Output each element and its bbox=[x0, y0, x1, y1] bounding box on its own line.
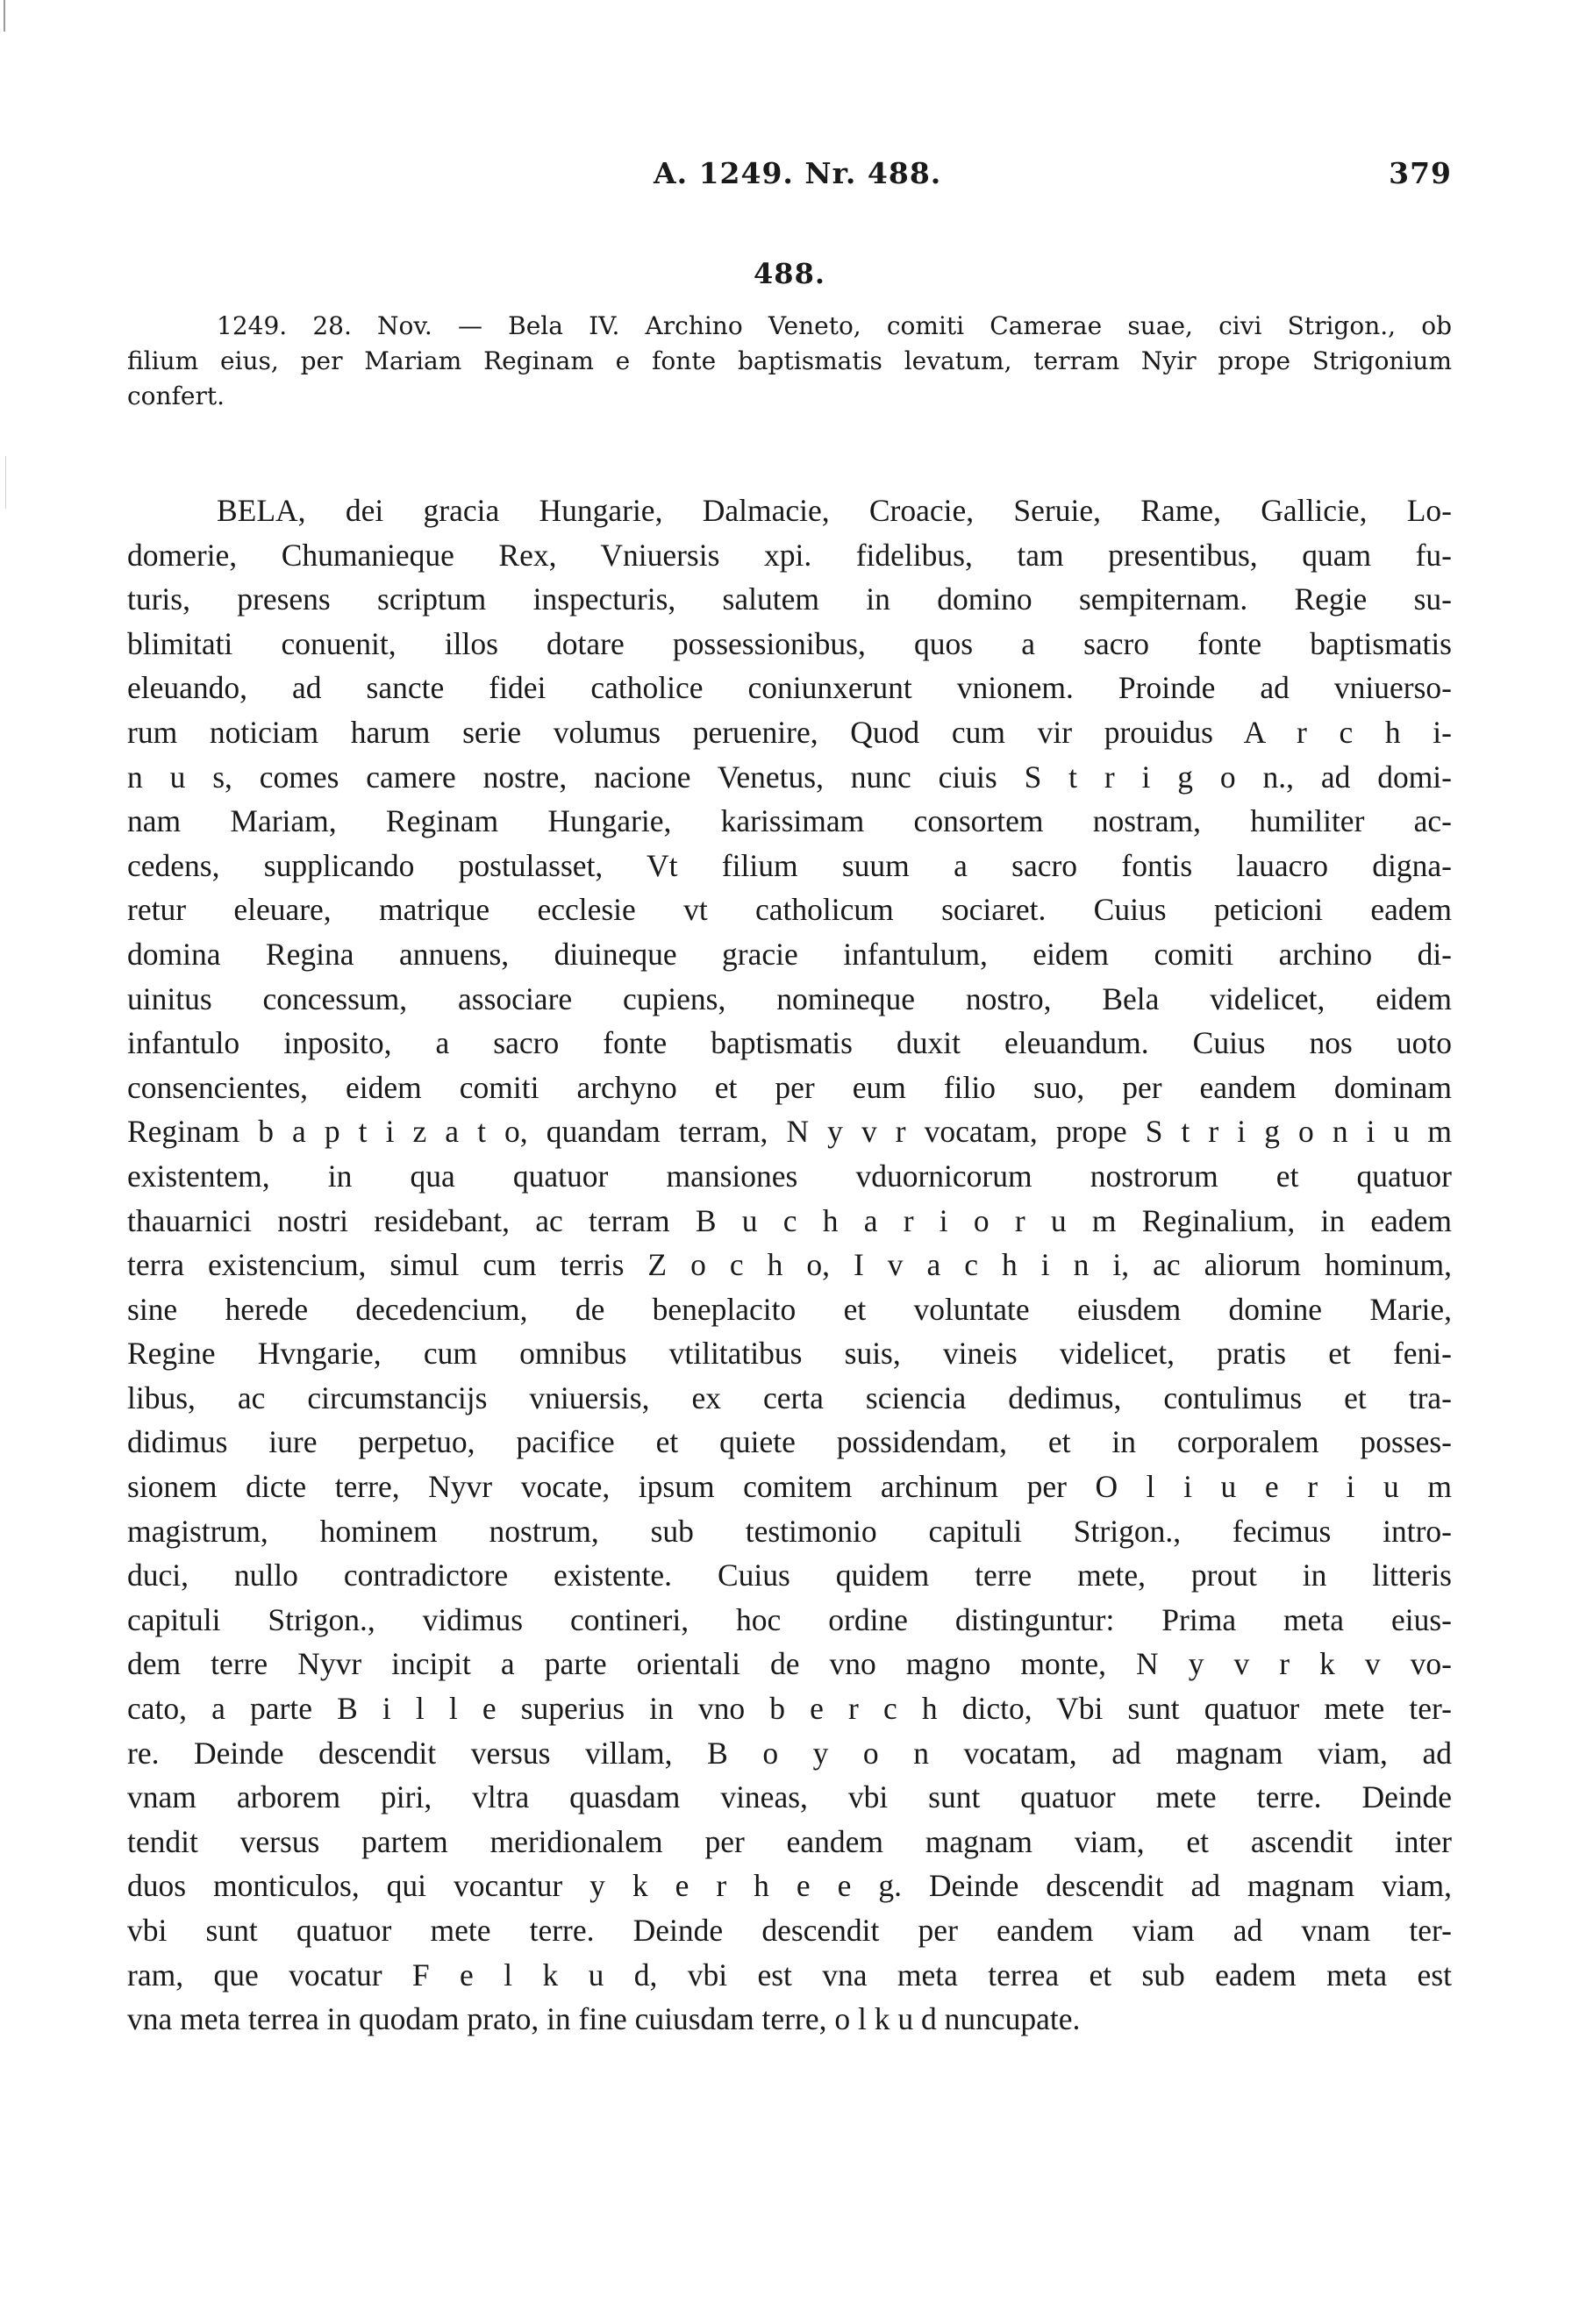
text-line: vbi sunt quatuor mete terre. Deinde descendit per eandem viam ad vnam ter- bbox=[127, 1913, 1452, 1948]
text-line: retur eleuare, matrique ecclesie vt catholicum sociaret. Cuius peticioni eadem bbox=[127, 892, 1452, 928]
text-line: vnam arborem piri, vltra quasdam vineas, vbi sunt quatuor mete terre. Deinde bbox=[127, 1779, 1452, 1815]
text-line: blimitati conuenit, illos dotare possessionibus, quos a sacro fonte baptismatis bbox=[127, 625, 1452, 661]
text-line: infantulo inposito, a sacro fonte baptismatis duxit eleuandum. Cuius nos uoto bbox=[127, 1025, 1452, 1061]
text-line: n u s, comes camere nostre, nacione Venetus, nunc ciuis S t r i g o n., ad domi- bbox=[127, 759, 1452, 795]
text-line: ram, que vocatur F e l k u d, vbi est vna meta terrea et sub eadem meta est bbox=[127, 1957, 1452, 1993]
text-line: domina Regina annuens, diuineque gracie infantulum, eidem comiti archino di- bbox=[127, 936, 1452, 972]
text-line: Regine Hvngarie, cum omnibus vtilitatibus suis, vineis videlicet, pratis et feni- bbox=[127, 1336, 1452, 1372]
scan-margin-mark bbox=[4, 0, 5, 32]
scan-margin-mark bbox=[5, 456, 6, 509]
text-line: Reginam b a p t i z a t o, quandam terram, N y v r vocatam, prope S t r i g o n i u m bbox=[127, 1114, 1452, 1150]
text-line: libus, ac circumstancijs vniuersis, ex certa sciencia dedimus, contulimus et tra- bbox=[127, 1379, 1452, 1415]
text-line: sionem dicte terre, Nyvr vocate, ipsum comitem archinum per O l i u e r i u m bbox=[127, 1469, 1452, 1505]
running-head-title: A. 1249. Nr. 488. bbox=[654, 156, 942, 190]
text-line: re. Deinde descendit versus villam, B o y o n vocatam, ad magnam viam, ad bbox=[127, 1735, 1452, 1771]
text-line: cedens, supplicando postulasset, Vt filium suum a sacro fontis lauacro digna- bbox=[127, 847, 1452, 883]
text-line: thauarnici nostri residebant, ac terram B u c h a r i o r u m Reginalium, in eadem bbox=[127, 1202, 1452, 1238]
text-line: magistrum, hominem nostrum, sub testimonio capituli Strigon., fecimus intro- bbox=[127, 1513, 1452, 1549]
regest-line: confert. bbox=[127, 381, 225, 410]
text-line: vna meta terrea in quodam prato, in fine cuiusdam terre, o l k u d nuncupate. bbox=[127, 2001, 1081, 2037]
text-line: turis, presens scriptum inspecturis, salutem in domino sempiternam. Regie su- bbox=[127, 581, 1452, 617]
text-line: didimus iure perpetuo, pacifice et quiete possidendam, et in corporalem posses- bbox=[127, 1424, 1452, 1460]
text-line: BELA, dei gracia Hungarie, Dalmacie, Croacie, Seruie, Rame, Gallicie, Lo- bbox=[217, 493, 1452, 528]
document-regest bbox=[127, 309, 1452, 414]
text-line: domerie, Chumanieque Rex, Vniuersis xpi. fidelibus, tam presentibus, quam fu- bbox=[127, 537, 1452, 573]
text-line: terra existencium, simul cum terris Z o c h o, I v a c h i n i, ac aliorum hominum, bbox=[127, 1247, 1452, 1283]
text-line: uinitus concessum, associare cupiens, nomineque nostro, Bela videlicet, eidem bbox=[127, 980, 1452, 1016]
text-line: eleuando, ad sancte fidei catholice coniunxerunt vnionem. Proinde ad vniuerso- bbox=[127, 670, 1452, 706]
text-line: sine herede decedencium, de beneplacito et voluntate eiusdem domine Marie, bbox=[127, 1291, 1452, 1327]
text-line: capituli Strigon., vidimus contineri, hoc ordine distinguntur: Prima meta eius- bbox=[127, 1601, 1452, 1637]
text-line: duos monticulos, qui vocantur y k e r h e e g. Deinde descendit ad magnam viam, bbox=[127, 1868, 1452, 1904]
text-line: dem terre Nyvr incipit a parte orientali de vno magno monte, N y v r k v vo- bbox=[127, 1646, 1452, 1682]
text-line: tendit versus partem meridionalem per eandem magnam viam, et ascendit inter bbox=[127, 1823, 1452, 1859]
text-line: duci, nullo contradictore existente. Cuius quidem terre mete, prout in litteris bbox=[127, 1558, 1452, 1593]
running-head bbox=[127, 147, 1452, 200]
text-line: rum noticiam harum serie volumus peruenire, Quod cum vir prouidus A r c h i- bbox=[127, 714, 1452, 750]
regest-line: filium eius, per Mariam Reginam e fonte baptismatis levatum, terram Nyir prope Strigonium bbox=[127, 346, 1452, 375]
regest-line: 1249. 28. Nov. — Bela IV. Archino Veneto, comiti Camerae suae, civi Strigon., ob bbox=[217, 311, 1452, 340]
text-line: existentem, in qua quatuor mansiones vduornicorum nostrorum et quatuor bbox=[127, 1158, 1452, 1194]
text-line: cato, a parte B i l l e superius in vno b e r c h dicto, Vbi sunt quatuor mete ter- bbox=[127, 1691, 1452, 1727]
document-number: 488. bbox=[754, 257, 825, 290]
text-line: consencientes, eidem comiti archyno et per eum filio suo, per eandem dominam bbox=[127, 1069, 1452, 1105]
text-line: nam Mariam, Reginam Hungarie, karissimam consortem nostram, humiliter ac- bbox=[127, 803, 1452, 839]
page-number: 379 bbox=[1389, 156, 1452, 190]
charter-text bbox=[127, 488, 1452, 2042]
